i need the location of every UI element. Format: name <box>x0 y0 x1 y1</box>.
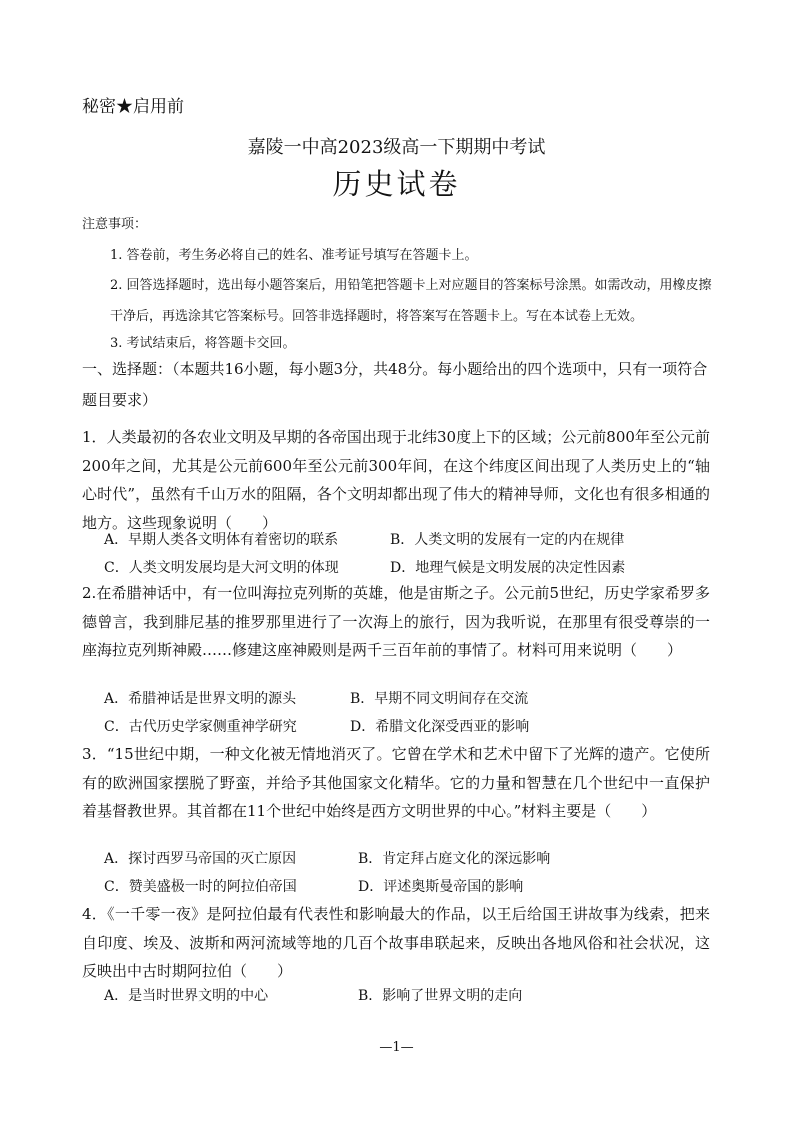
option-d: D．地理气候是文明发展的决定性因素 <box>390 560 626 576</box>
notes-heading: 注意事项： <box>82 217 148 232</box>
option-b: B．早期不同文明间存在交流 <box>350 691 529 707</box>
option-d: D．希腊文化深受西亚的影响 <box>350 719 530 735</box>
subject-title: 历史试卷 <box>332 167 461 201</box>
note-text: 2. 回答选择题时，选出每小题答案后，用铅笔把答题卡上对应题目的答案标号涂黑。如需改动，用橡皮擦干净后，再选涂其它答案标号。回答非选择题时，将答案写在答题卡上。写在本试卷上无效。 <box>110 278 712 324</box>
option-a: A．是当时世界文明的中心 <box>104 988 269 1004</box>
option-d: D．评述奥斯曼帝国的影响 <box>358 879 524 895</box>
option-a: A．探讨西罗马帝国的灭亡原因 <box>104 851 297 867</box>
option-c: C．人类文明发展均是大河文明的体现 <box>104 560 339 576</box>
question-2-options <box>104 685 704 741</box>
secret-label: 秘密★启用前 <box>82 97 184 117</box>
option-c: C．赞美盛极一时的阿拉伯帝国 <box>104 879 297 895</box>
question-1-options <box>104 526 704 582</box>
option-b: B．影响了世界文明的走向 <box>358 988 523 1004</box>
question-4-options <box>104 982 704 1010</box>
note-item-2 <box>82 270 714 332</box>
note-text: 3. 考试结束后，将答题卡交回。 <box>110 336 296 351</box>
question-3-options <box>104 845 704 901</box>
question-1: 1．人类最初的各农业文明及早期的各帝国出现于北纬30度上下的区域；公元前800年至公元前200年之间，尤其是公元前600年至公元前300年间，在这个纬度区间出现了人类历史上的“轴心时代”，虽然有千山万水的阻隔，各个文明却都出现了伟大的精神导师，文化也有很多相通的地方。这些现象说明（ ） <box>82 428 710 532</box>
note-text: 1. 答卷前，考生务必将自己的姓名、准考证号填写在答题卡上。 <box>110 248 478 263</box>
question-3: 3．“15世纪中期，一种文化被无情地消灭了。它曾在学术和艺术中留下了光辉的遗产。它使所有的欧洲国家摆脱了野蛮，并给予其他国家文化精华。它的力量和智慧在几个世纪中一直保护着基督教世界。其首都在11个世纪中始终是西方文明世界的中心。”材料主要是（ ） <box>82 745 710 820</box>
option-a: A．早期人类各文明体有着密切的联系 <box>104 532 339 548</box>
question-4: 4．《一千零一夜》是阿拉伯最有代表性和影响最大的作品，以王后给国王讲故事为线索，把来自印度、埃及、波斯和两河流域等地的几百个故事串联起来，反映出各地风俗和社会状况，这反映出中古时期阿拉伯（ ） <box>82 905 710 980</box>
question-2: 2.在希腊神话中，有一位叫海拉克列斯的英雄，他是宙斯之子。公元前5世纪，历史学家希罗多德曾言，我到腓尼基的推罗那里进行了一次海上的旅行，因为我听说，在那里有很受尊崇的一座海拉克列斯神殿……修建这座神殿则是两千三百年前的事情了。材料可用来说明（ ） <box>82 584 710 659</box>
option-b: B．肯定拜占庭文化的深远影响 <box>358 851 551 867</box>
option-b: B．人类文明的发展有一定的内在规律 <box>390 532 625 548</box>
page-number: —1— <box>379 1040 414 1055</box>
note-item-1 <box>82 240 714 271</box>
option-a: A．希腊神话是世界文明的源头 <box>104 691 297 707</box>
option-c: C．古代历史学家侧重神学研究 <box>104 719 297 735</box>
section-1-title: 一、选择题：（本题共16小题，每小题3分，共48分。每小题给出的四个选项中，只有一项符合题目要求） <box>82 360 708 409</box>
exam-title: 嘉陵一中高2023级高一下期期中考试 <box>247 137 546 158</box>
